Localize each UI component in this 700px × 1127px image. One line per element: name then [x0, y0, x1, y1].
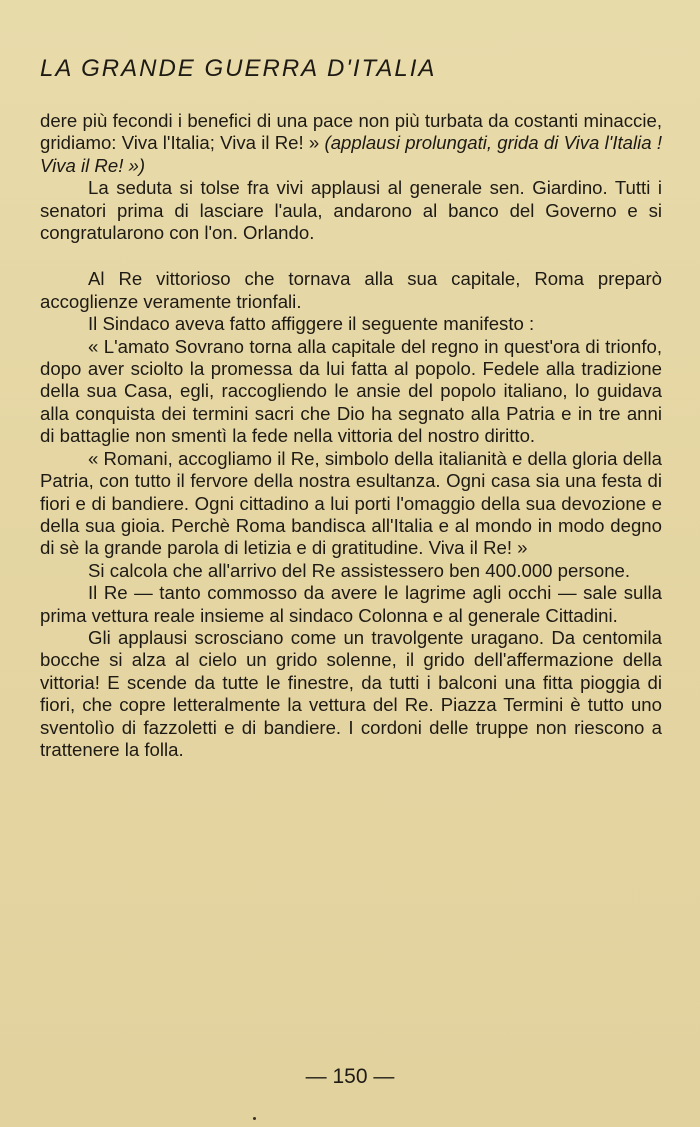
stage-direction: (applausi prolungati, grida di Viva l'Italia ! Viva il Re! »)	[40, 132, 663, 176]
section-break	[40, 244, 662, 268]
paragraph-king-return: Al Re vittorioso che tornava alla sua capitale, Roma preparò accoglienze veramente trionfali.	[40, 268, 662, 312]
paragraph-manifesto-part2: « Romani, accogliamo il Re, simbolo della italianità e della gloria della Patria, con tutto il fervore della nostra esultanza. Ogni casa sia una festa di fiori e di bandiere. Ogni cittadino a lui porti l'omaggio della sua devozione e della sua gioia. Perchè Roma bandisca all'Italia e al mondo in modo degno di sè la grande parola di letizia e di gratitudine. Viva il Re! »	[40, 447, 662, 559]
paragraph-text: dere più fecondi i benefici di una pace non più turbata da costanti minaccie, gridiamo: Viva l'Italia; Viva il Re! »	[40, 110, 662, 154]
paragraph-applause: Gli applausi scrosciano come un travolgente uragano. Da centomila bocche si alza al cielo un grido solenne, il grido dell'affermazione della vittoria! E scende da tutte le finestre, da tutti i balconi una fitta pioggia di fiori, che copre letteralmente la vettura del Re. Piazza Termini è tutto uno sventolìo di fazzoletti e di bandiere. I cordoni delle truppe non riescono a trattenere la folla.	[40, 626, 662, 760]
body-text	[40, 110, 662, 761]
paragraph-crowd-estimate: Si calcola che all'arrivo del Re assistessero ben 400.000 persone.	[88, 559, 631, 581]
paragraph-session-close: La seduta si tolse fra vivi applausi al generale sen. Giardino. Tutti i senatori prima di lasciare l'aula, andarono al banco del Governo e si congratularono con l'on. Orlando.	[40, 177, 662, 244]
paragraph-king-carriage: Il Re — tanto commosso da avere le lagrime agli occhi — sale sulla prima vettura reale insieme al sindaco Colonna e al generale Cittadini.	[40, 582, 662, 626]
paragraph-continuation	[40, 110, 662, 177]
running-title: LA GRANDE GUERRA D'ITALIA	[40, 55, 437, 82]
page-number: — 150 —	[305, 1065, 395, 1088]
paper-speck	[253, 1117, 256, 1120]
paragraph-manifesto-part1: « L'amato Sovrano torna alla capitale del regno in quest'ora di trionfo, dopo aver sciolto la promessa da lui fatta al popolo. Fedele alla tradizione della sua Casa, egli, raccogliendo le ansie del popolo italiano, lo guidava alla conquista dei termini sacri che Dio ha segnato alla Patria e in tre anni di battaglie non smentì la fede nella vittoria del nostro diritto.	[40, 335, 662, 447]
paragraph-mayor-manifesto: Il Sindaco aveva fatto affiggere il seguente manifesto :	[88, 313, 535, 335]
